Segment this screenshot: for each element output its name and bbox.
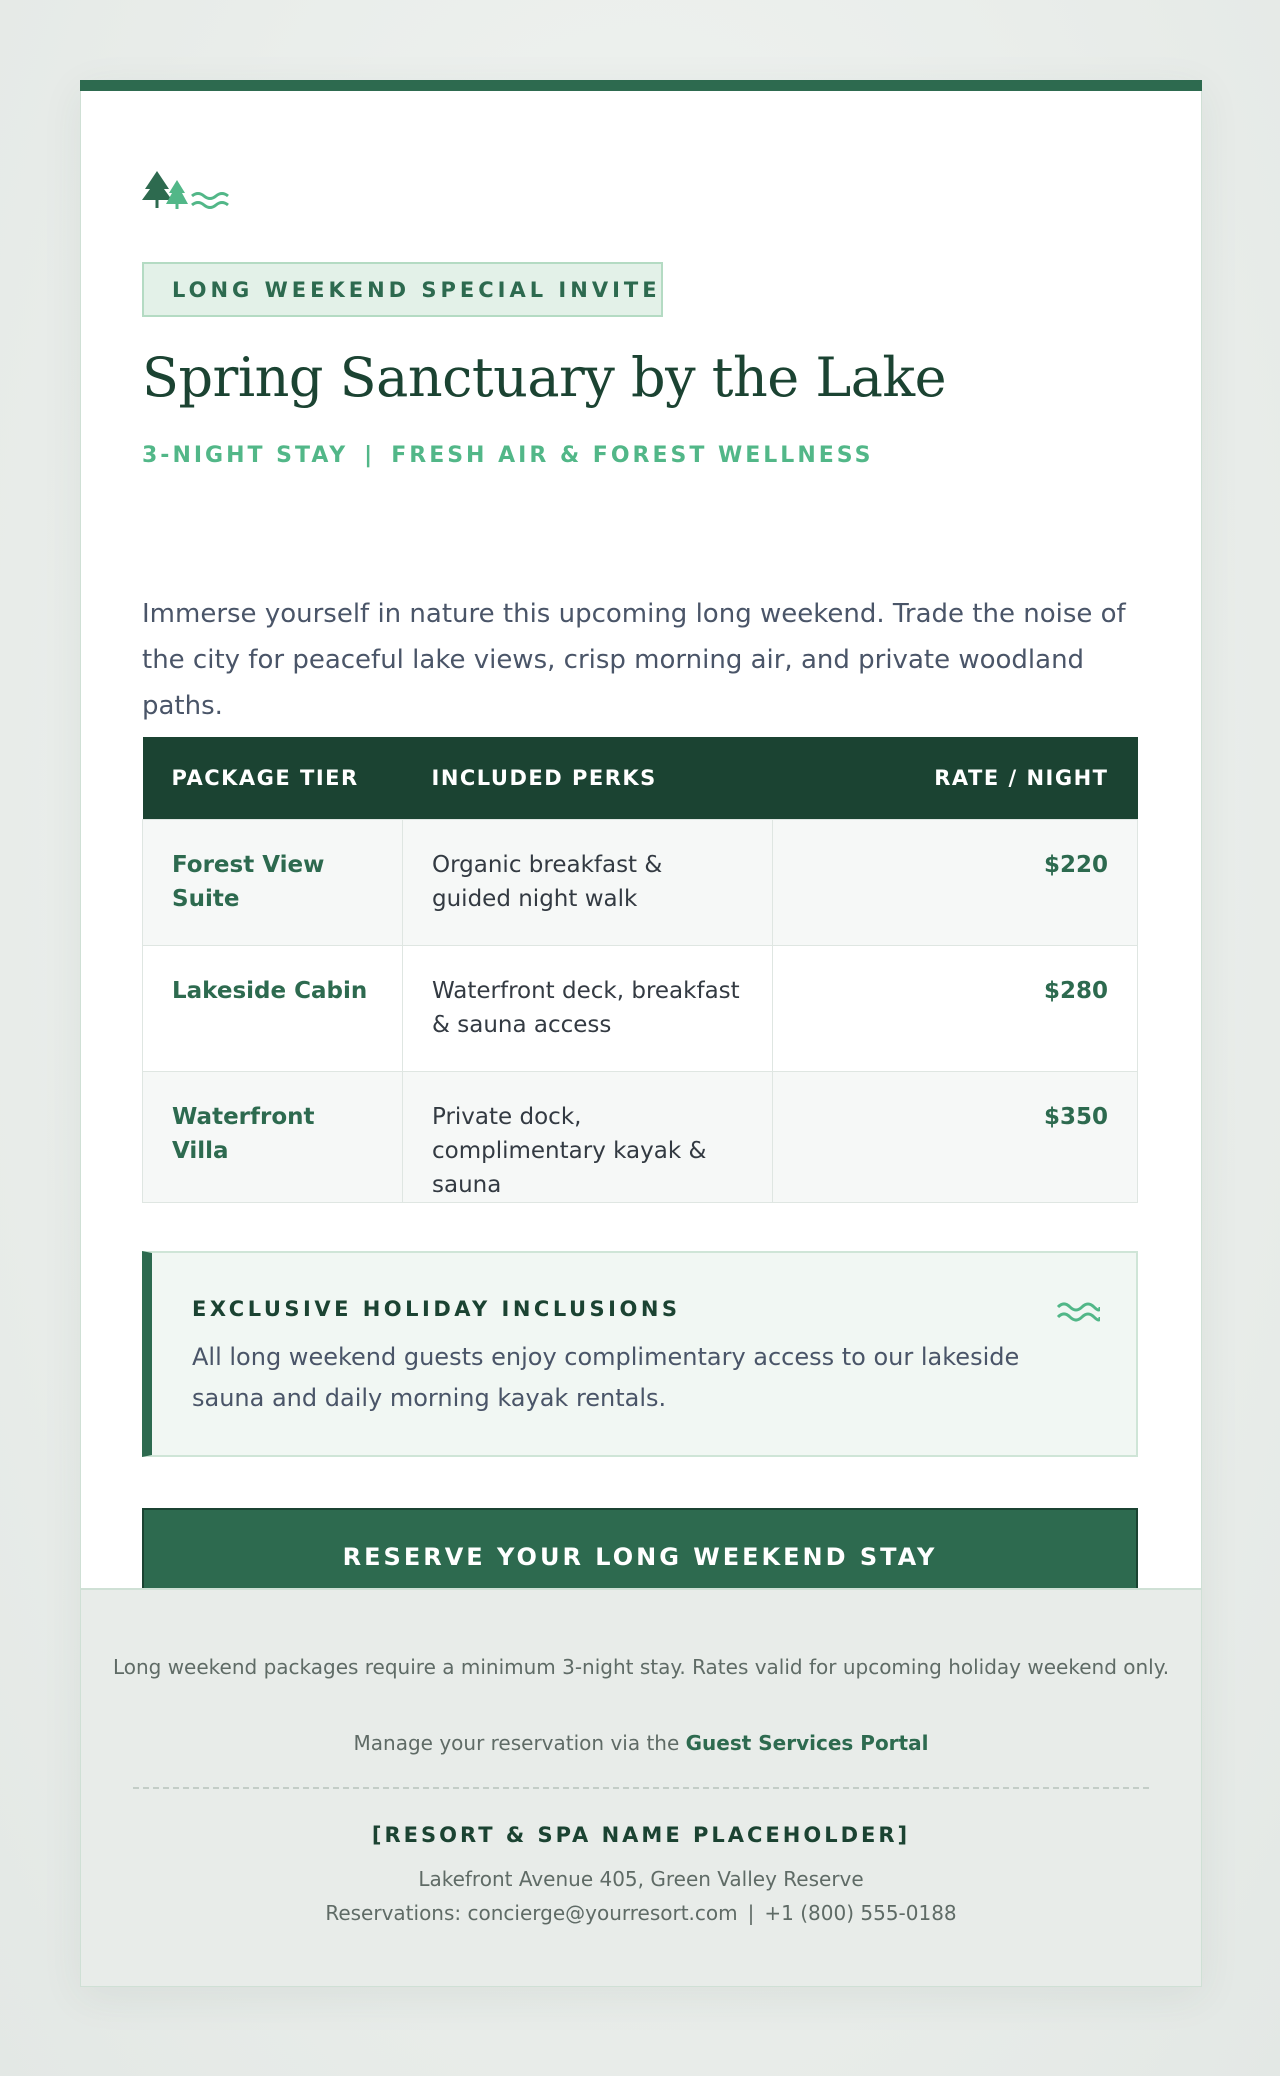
- subtitle-stay: 3-NIGHT STAY: [142, 443, 349, 468]
- tier-name: Waterfront Villa: [143, 1072, 403, 1203]
- table-row: [143, 946, 1138, 1072]
- subtitle: [142, 443, 873, 468]
- table-row: [143, 820, 1138, 946]
- tier-name: Lakeside Cabin: [143, 946, 403, 1072]
- tier-perks: Waterfront deck, breakfast & sauna access: [403, 946, 773, 1072]
- tier-perks: Private dock, complimentary kayak & sauna: [403, 1072, 773, 1203]
- resort-address: Lakefront Avenue 405, Green Valley Reserve: [418, 1867, 864, 1891]
- tier-rate: $220: [773, 820, 1138, 946]
- footer: [81, 1588, 1201, 1986]
- footer-divider: [133, 1787, 1149, 1789]
- table-header-row: [143, 737, 1138, 820]
- tier-rate: $280: [773, 946, 1138, 1072]
- holiday-inclusions-callout: [142, 1251, 1138, 1457]
- invite-badge: LONG WEEKEND SPECIAL INVITE: [142, 262, 663, 317]
- footer-note: Long weekend packages require a minimum 3-night stay. Rates valid for upcoming holiday weekend only.: [112, 1655, 1170, 1679]
- contact-email: Reservations: concierge@yourresort.com: [325, 1901, 738, 1925]
- pine-trees-and-waves-icon: [142, 171, 232, 213]
- resort-name: [RESORT & SPA NAME PLACEHOLDER]: [371, 1823, 911, 1847]
- guest-services-portal-link[interactable]: Guest Services Portal: [685, 1731, 929, 1755]
- subtitle-separator: |: [364, 443, 376, 468]
- contact-phone: +1 (800) 555-0188: [764, 1901, 957, 1925]
- callout-title: EXCLUSIVE HOLIDAY INCLUSIONS: [192, 1297, 681, 1321]
- subtitle-theme: FRESH AIR & FOREST WELLNESS: [391, 443, 874, 468]
- page-title: Spring Sanctuary by the Lake: [142, 346, 947, 409]
- manage-prefix: Manage your reservation via the: [353, 1731, 686, 1755]
- column-header-perks: INCLUDED PERKS: [403, 737, 773, 820]
- manage-reservation-text: [81, 1731, 1201, 1755]
- contact-separator: |: [747, 1901, 755, 1925]
- top-accent-bar: [80, 80, 1202, 91]
- callout-text: All long weekend guests enjoy complimentary access to our lakeside sauna and daily morning kayak rentals.: [192, 1343, 1020, 1412]
- intro-text: Immerse yourself in nature this upcoming long weekend. Trade the noise of the city for peaceful lake views, crisp morning air, and private woodland paths.: [142, 599, 1126, 721]
- reserve-button[interactable]: RESERVE YOUR LONG WEEKEND STAY: [142, 1508, 1138, 1606]
- tier-rate: $350: [773, 1072, 1138, 1203]
- column-header-rate: RATE / NIGHT: [773, 737, 1138, 820]
- resort-contact: [81, 1901, 1201, 1925]
- column-header-tier: PACKAGE TIER: [143, 737, 403, 820]
- email-body: [81, 91, 1201, 1588]
- email-card: [80, 80, 1202, 1987]
- waves-icon: [1056, 1299, 1100, 1323]
- table-row: [143, 1072, 1138, 1203]
- tier-name: Forest View Suite: [143, 820, 403, 946]
- package-table: [142, 737, 1138, 1203]
- tier-perks: Organic breakfast & guided night walk: [403, 820, 773, 946]
